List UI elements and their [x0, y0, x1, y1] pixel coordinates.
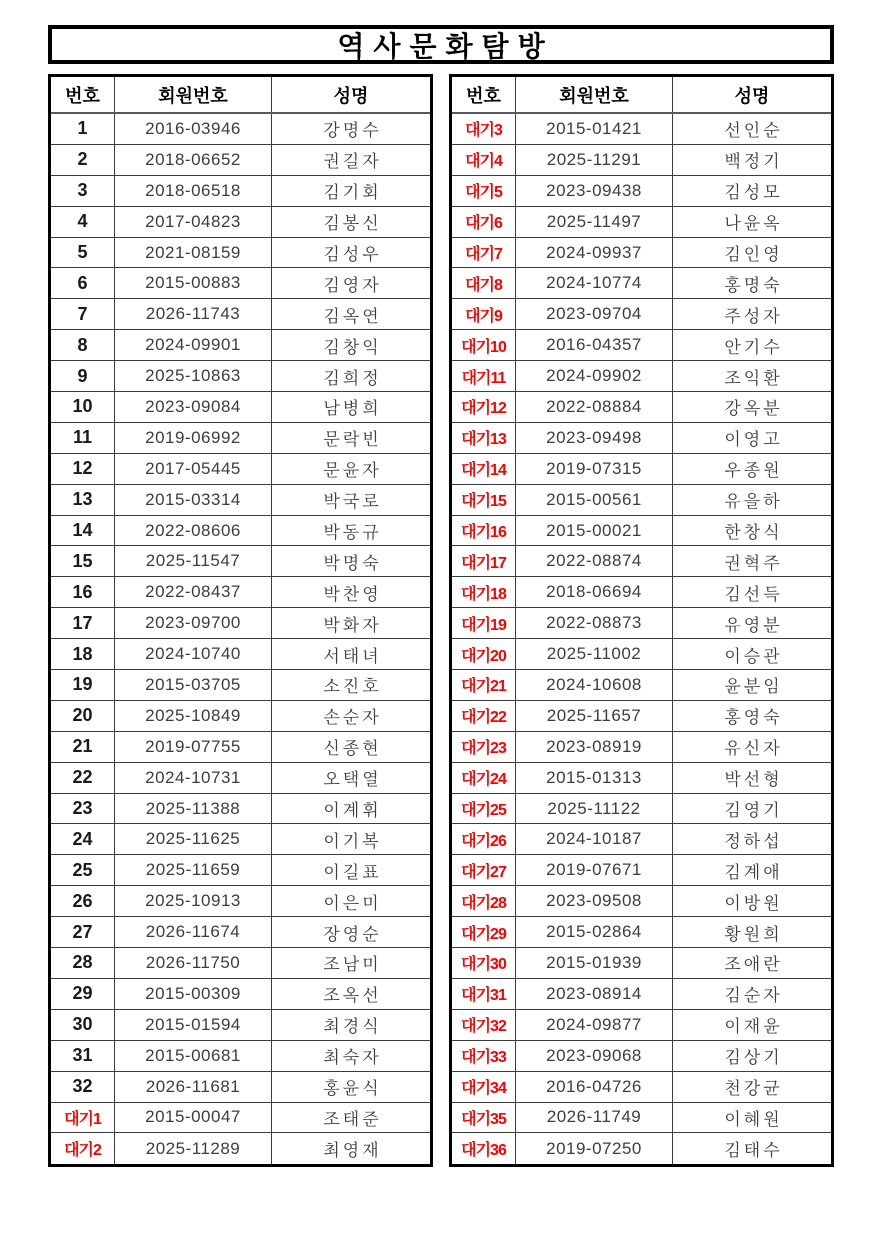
member-number-cell: 2015-00047: [115, 1103, 272, 1133]
member-number-cell: 2015-01594: [115, 1010, 272, 1040]
member-name-cell: 주성자: [724, 306, 783, 326]
table-row: [51, 855, 430, 886]
row-number-cell: 10: [51, 392, 115, 422]
table-row: [51, 732, 430, 763]
header-member-number: 회원번호: [516, 77, 673, 112]
member-number-cell: 2019-07315: [516, 454, 673, 484]
member-name-cell: 김상기: [724, 1048, 783, 1068]
member-number-cell: 2016-04726: [516, 1072, 673, 1102]
member-number-cell: 2021-08159: [115, 238, 272, 268]
member-name-cell: 홍영숙: [724, 708, 783, 728]
table-row: [51, 299, 430, 330]
member-number-cell: 2023-09508: [516, 886, 673, 916]
member-name-cell: 장영순: [323, 924, 382, 944]
table-row: [452, 1133, 831, 1164]
row-number-cell: 20: [51, 701, 115, 731]
member-number-cell: 2015-00883: [115, 268, 272, 298]
row-number-cell: 32: [51, 1072, 115, 1102]
title-box: [48, 25, 834, 64]
member-name-cell: 정하섭: [724, 831, 783, 851]
row-number-cell: 대기22: [452, 701, 516, 731]
page-title: 역사문화탐방: [337, 30, 554, 62]
member-number-cell: 2025-10863: [115, 361, 272, 391]
row-number-cell: 15: [51, 546, 115, 576]
table-row: [51, 423, 430, 454]
row-number-cell: 대기6: [452, 207, 516, 237]
member-name-cell: 김기회: [323, 183, 382, 203]
member-name-cell: 박동규: [323, 523, 382, 543]
table-row: [452, 268, 831, 299]
member-number-cell: 2017-05445: [115, 454, 272, 484]
table-header-row: [51, 77, 430, 114]
member-number-cell: 2015-01313: [516, 763, 673, 793]
member-number-cell: 2019-07671: [516, 855, 673, 885]
row-number-cell: 대기30: [452, 948, 516, 978]
table-body-left: [51, 114, 430, 1164]
table-row: [51, 577, 430, 608]
row-number-cell: 대기5: [452, 176, 516, 206]
member-name-cell: 조옥선: [323, 986, 382, 1006]
member-name-cell: 유신자: [724, 739, 783, 759]
member-name-cell: 최경식: [323, 1017, 382, 1037]
member-number-cell: 2025-11657: [516, 701, 673, 731]
table-row: [51, 268, 430, 299]
member-number-cell: 2026-11681: [115, 1072, 272, 1102]
row-number-cell: 대기33: [452, 1041, 516, 1071]
row-number-cell: 대기12: [452, 392, 516, 422]
row-number-cell: 17: [51, 608, 115, 638]
table-body-right: [452, 114, 831, 1164]
member-number-cell: 2026-11750: [115, 948, 272, 978]
member-table-right: [449, 74, 834, 1167]
row-number-cell: 대기13: [452, 423, 516, 453]
member-name-cell: 문락빈: [323, 430, 382, 450]
row-number-cell: 3: [51, 176, 115, 206]
table-row: [452, 1041, 831, 1072]
member-name-cell: 홍명숙: [724, 275, 783, 295]
table-row: [452, 824, 831, 855]
row-number-cell: 대기9: [452, 299, 516, 329]
member-name-cell: 문윤자: [323, 461, 382, 481]
row-number-cell: 12: [51, 454, 115, 484]
member-number-cell: 2024-09901: [115, 330, 272, 360]
row-number-cell: 31: [51, 1041, 115, 1071]
row-number-cell: 대기31: [452, 979, 516, 1009]
member-number-cell: 2019-07755: [115, 732, 272, 762]
row-number-cell: 대기7: [452, 238, 516, 268]
table-row: [452, 608, 831, 639]
member-name-cell: 권길자: [323, 152, 382, 172]
member-name-cell: 김희정: [323, 368, 382, 388]
row-number-cell: 9: [51, 361, 115, 391]
row-number-cell: 22: [51, 763, 115, 793]
row-number-cell: 대기8: [452, 268, 516, 298]
row-number-cell: 대기18: [452, 577, 516, 607]
row-number-cell: 11: [51, 423, 115, 453]
member-number-cell: 2026-11743: [115, 299, 272, 329]
table-row: [51, 361, 430, 392]
member-name-cell: 황원희: [724, 924, 783, 944]
table-row: [51, 145, 430, 176]
table-row: [452, 392, 831, 423]
table-row: [51, 979, 430, 1010]
table-row: [51, 886, 430, 917]
member-number-cell: 2023-08914: [516, 979, 673, 1009]
row-number-cell: 대기1: [51, 1103, 115, 1133]
member-number-cell: 2025-11547: [115, 546, 272, 576]
table-row: [452, 361, 831, 392]
member-number-cell: 2025-11289: [115, 1133, 272, 1164]
row-number-cell: 대기4: [452, 145, 516, 175]
table-row: [452, 546, 831, 577]
member-number-cell: 2022-08884: [516, 392, 673, 422]
row-number-cell: 5: [51, 238, 115, 268]
row-number-cell: 대기17: [452, 546, 516, 576]
member-name-cell: 소진호: [323, 677, 382, 697]
member-number-cell: 2015-03705: [115, 670, 272, 700]
member-name-cell: 김태수: [724, 1141, 783, 1161]
member-name-cell: 김순자: [724, 986, 783, 1006]
table-row: [452, 1010, 831, 1041]
member-number-cell: 2022-08606: [115, 516, 272, 546]
member-name-cell: 강명수: [323, 121, 382, 141]
table-row: [51, 1103, 430, 1134]
row-number-cell: 24: [51, 824, 115, 854]
row-number-cell: 대기10: [452, 330, 516, 360]
member-number-cell: 2022-08873: [516, 608, 673, 638]
member-name-cell: 남병희: [323, 399, 382, 419]
member-name-cell: 조애란: [724, 955, 783, 975]
table-row: [51, 1010, 430, 1041]
member-name-cell: 천강균: [724, 1079, 783, 1099]
table-row: [452, 1072, 831, 1103]
table-row: [51, 794, 430, 825]
header-number: 번호: [51, 77, 115, 112]
row-number-cell: 대기11: [452, 361, 516, 391]
member-name-cell: 윤분임: [724, 677, 783, 697]
member-name-cell: 조익환: [724, 368, 783, 388]
member-name-cell: 홍윤식: [323, 1079, 382, 1099]
member-number-cell: 2015-03314: [115, 485, 272, 515]
table-row: [452, 1103, 831, 1134]
table-row: [452, 670, 831, 701]
row-number-cell: 14: [51, 516, 115, 546]
member-number-cell: 2023-09704: [516, 299, 673, 329]
member-name-cell: 백정기: [724, 152, 783, 172]
member-name-cell: 권혁주: [724, 553, 783, 573]
member-name-cell: 손순자: [323, 708, 382, 728]
member-number-cell: 2026-11674: [115, 917, 272, 947]
member-number-cell: 2023-09438: [516, 176, 673, 206]
member-number-cell: 2018-06652: [115, 145, 272, 175]
member-number-cell: 2015-02864: [516, 917, 673, 947]
table-row: [51, 1041, 430, 1072]
member-name-cell: 김성우: [323, 245, 382, 264]
table-row: [51, 516, 430, 547]
member-number-cell: 2023-09700: [115, 608, 272, 638]
member-name-cell: 김계애: [724, 862, 783, 882]
member-name-cell: 서태녀: [323, 646, 382, 666]
table-row: [452, 763, 831, 794]
member-name-cell: 박선형: [724, 770, 783, 790]
table-row: [452, 145, 831, 176]
member-number-cell: 2025-10913: [115, 886, 272, 916]
member-name-cell: 이재윤: [724, 1017, 783, 1037]
table-row: [51, 207, 430, 238]
member-name-cell: 김영자: [323, 275, 382, 295]
row-number-cell: 1: [51, 114, 115, 144]
table-row: [51, 546, 430, 577]
table-row: [452, 886, 831, 917]
member-number-cell: 2015-01939: [516, 948, 673, 978]
member-number-cell: 2015-00561: [516, 485, 673, 515]
member-number-cell: 2026-11749: [516, 1103, 673, 1133]
row-number-cell: 대기19: [452, 608, 516, 638]
row-number-cell: 대기26: [452, 824, 516, 854]
member-name-cell: 박명숙: [323, 553, 382, 573]
table-row: [452, 299, 831, 330]
member-number-cell: 2023-09084: [115, 392, 272, 422]
member-number-cell: 2025-11625: [115, 824, 272, 854]
row-number-cell: 18: [51, 639, 115, 669]
table-row: [452, 207, 831, 238]
member-name-cell: 강옥분: [724, 399, 783, 419]
table-header-row: [452, 77, 831, 114]
row-number-cell: 13: [51, 485, 115, 515]
row-number-cell: 2: [51, 145, 115, 175]
member-number-cell: 2023-08919: [516, 732, 673, 762]
table-row: [452, 732, 831, 763]
member-name-cell: 김선득: [724, 584, 783, 604]
row-number-cell: 28: [51, 948, 115, 978]
member-name-cell: 조태준: [323, 1109, 382, 1129]
table-row: [51, 1133, 430, 1164]
row-number-cell: 16: [51, 577, 115, 607]
row-number-cell: 대기2: [51, 1133, 115, 1164]
tables-container: [48, 74, 834, 1167]
table-row: [51, 701, 430, 732]
row-number-cell: 대기36: [452, 1133, 516, 1164]
row-number-cell: 대기34: [452, 1072, 516, 1102]
table-row: [452, 701, 831, 732]
member-name-cell: 조남미: [323, 955, 382, 975]
row-number-cell: 30: [51, 1010, 115, 1040]
table-row: [51, 176, 430, 207]
member-number-cell: 2025-11497: [516, 207, 673, 237]
member-number-cell: 2025-11388: [115, 794, 272, 824]
row-number-cell: 대기23: [452, 732, 516, 762]
member-number-cell: 2023-09498: [516, 423, 673, 453]
table-row: [452, 114, 831, 145]
member-number-cell: 2024-10731: [115, 763, 272, 793]
row-number-cell: 27: [51, 917, 115, 947]
table-row: [51, 608, 430, 639]
member-name-cell: 최숙자: [323, 1048, 382, 1068]
row-number-cell: 대기21: [452, 670, 516, 700]
table-row: [51, 392, 430, 423]
member-name-cell: 이길표: [323, 862, 382, 882]
table-row: [452, 176, 831, 207]
header-name: 성명: [333, 85, 369, 106]
row-number-cell: 대기20: [452, 639, 516, 669]
member-number-cell: 2025-11122: [516, 794, 673, 824]
member-number-cell: 2016-04357: [516, 330, 673, 360]
row-number-cell: 6: [51, 268, 115, 298]
row-number-cell: 8: [51, 330, 115, 360]
row-number-cell: 29: [51, 979, 115, 1009]
table-row: [51, 454, 430, 485]
member-number-cell: 2022-08874: [516, 546, 673, 576]
row-number-cell: 4: [51, 207, 115, 237]
member-number-cell: 2024-10608: [516, 670, 673, 700]
member-name-cell: 이혜원: [724, 1109, 783, 1129]
table-row: [51, 330, 430, 361]
member-name-cell: 김창익: [323, 337, 382, 357]
member-number-cell: 2024-09877: [516, 1010, 673, 1040]
header-member-number: 회원번호: [115, 77, 272, 112]
member-number-cell: 2024-09902: [516, 361, 673, 391]
table-row: [51, 917, 430, 948]
member-name-cell: 이계휘: [323, 801, 382, 821]
table-row: [51, 485, 430, 516]
row-number-cell: 대기16: [452, 516, 516, 546]
member-number-cell: 2024-10774: [516, 268, 673, 298]
row-number-cell: 대기25: [452, 794, 516, 824]
table-row: [452, 979, 831, 1010]
member-number-cell: 2022-08437: [115, 577, 272, 607]
table-row: [452, 516, 831, 547]
member-name-cell: 이기복: [323, 831, 382, 851]
member-name-cell: 박국로: [323, 492, 382, 512]
member-number-cell: 2015-00309: [115, 979, 272, 1009]
member-number-cell: 2017-04823: [115, 207, 272, 237]
member-name-cell: 김영기: [724, 801, 783, 821]
member-name-cell: 김성모: [724, 183, 783, 203]
table-row: [452, 855, 831, 886]
table-row: [51, 1072, 430, 1103]
header-name: 성명: [734, 85, 770, 106]
row-number-cell: 대기35: [452, 1103, 516, 1133]
member-number-cell: 2024-10740: [115, 639, 272, 669]
row-number-cell: 대기29: [452, 917, 516, 947]
table-row: [452, 454, 831, 485]
member-name-cell: 김옥연: [323, 306, 382, 326]
member-name-cell: 박화자: [323, 615, 382, 635]
table-row: [51, 824, 430, 855]
table-row: [51, 763, 430, 794]
member-number-cell: 2015-00681: [115, 1041, 272, 1071]
member-number-cell: 2025-10849: [115, 701, 272, 731]
member-number-cell: 2025-11002: [516, 639, 673, 669]
member-name-cell: 우종원: [724, 461, 783, 481]
row-number-cell: 대기24: [452, 763, 516, 793]
table-row: [452, 238, 831, 269]
member-number-cell: 2023-09068: [516, 1041, 673, 1071]
table-row: [452, 423, 831, 454]
member-name-cell: 안기수: [724, 337, 783, 357]
member-name-cell: 이영고: [724, 430, 783, 450]
member-number-cell: 2024-10187: [516, 824, 673, 854]
member-number-cell: 2015-01421: [516, 114, 673, 144]
table-row: [452, 485, 831, 516]
table-row: [452, 948, 831, 979]
member-name-cell: 김봉신: [323, 214, 382, 234]
member-number-cell: 2025-11291: [516, 145, 673, 175]
member-number-cell: 2019-06992: [115, 423, 272, 453]
row-number-cell: 대기27: [452, 855, 516, 885]
row-number-cell: 대기3: [452, 114, 516, 144]
member-name-cell: 최영재: [323, 1141, 382, 1161]
row-number-cell: 19: [51, 670, 115, 700]
member-name-cell: 오택열: [323, 770, 382, 790]
table-row: [452, 330, 831, 361]
member-name-cell: 한창식: [724, 523, 783, 543]
table-row: [452, 577, 831, 608]
member-number-cell: 2016-03946: [115, 114, 272, 144]
member-name-cell: 나윤옥: [724, 214, 783, 234]
table-row: [452, 917, 831, 948]
row-number-cell: 7: [51, 299, 115, 329]
member-name-cell: 유을하: [724, 492, 783, 512]
table-row: [51, 639, 430, 670]
row-number-cell: 대기15: [452, 485, 516, 515]
member-table-left: [48, 74, 433, 1167]
member-number-cell: 2024-09937: [516, 238, 673, 268]
row-number-cell: 대기32: [452, 1010, 516, 1040]
table-row: [51, 948, 430, 979]
table-row: [51, 114, 430, 145]
row-number-cell: 대기28: [452, 886, 516, 916]
member-name-cell: 이은미: [323, 893, 382, 913]
member-name-cell: 신종현: [323, 739, 382, 759]
member-name-cell: 박찬영: [323, 584, 382, 604]
row-number-cell: 21: [51, 732, 115, 762]
member-name-cell: 김인영: [724, 245, 783, 264]
table-row: [51, 670, 430, 701]
row-number-cell: 25: [51, 855, 115, 885]
member-name-cell: 이승관: [724, 646, 783, 666]
row-number-cell: 26: [51, 886, 115, 916]
member-name-cell: 유영분: [724, 615, 783, 635]
member-number-cell: 2015-00021: [516, 516, 673, 546]
row-number-cell: 대기14: [452, 454, 516, 484]
table-row: [452, 794, 831, 825]
table-row: [452, 639, 831, 670]
header-number: 번호: [452, 77, 516, 112]
member-name-cell: 선인순: [724, 121, 783, 141]
member-number-cell: 2018-06518: [115, 176, 272, 206]
member-number-cell: 2025-11659: [115, 855, 272, 885]
member-number-cell: 2018-06694: [516, 577, 673, 607]
table-row: [51, 238, 430, 269]
member-number-cell: 2019-07250: [516, 1133, 673, 1164]
row-number-cell: 23: [51, 794, 115, 824]
member-name-cell: 이방원: [724, 893, 783, 913]
